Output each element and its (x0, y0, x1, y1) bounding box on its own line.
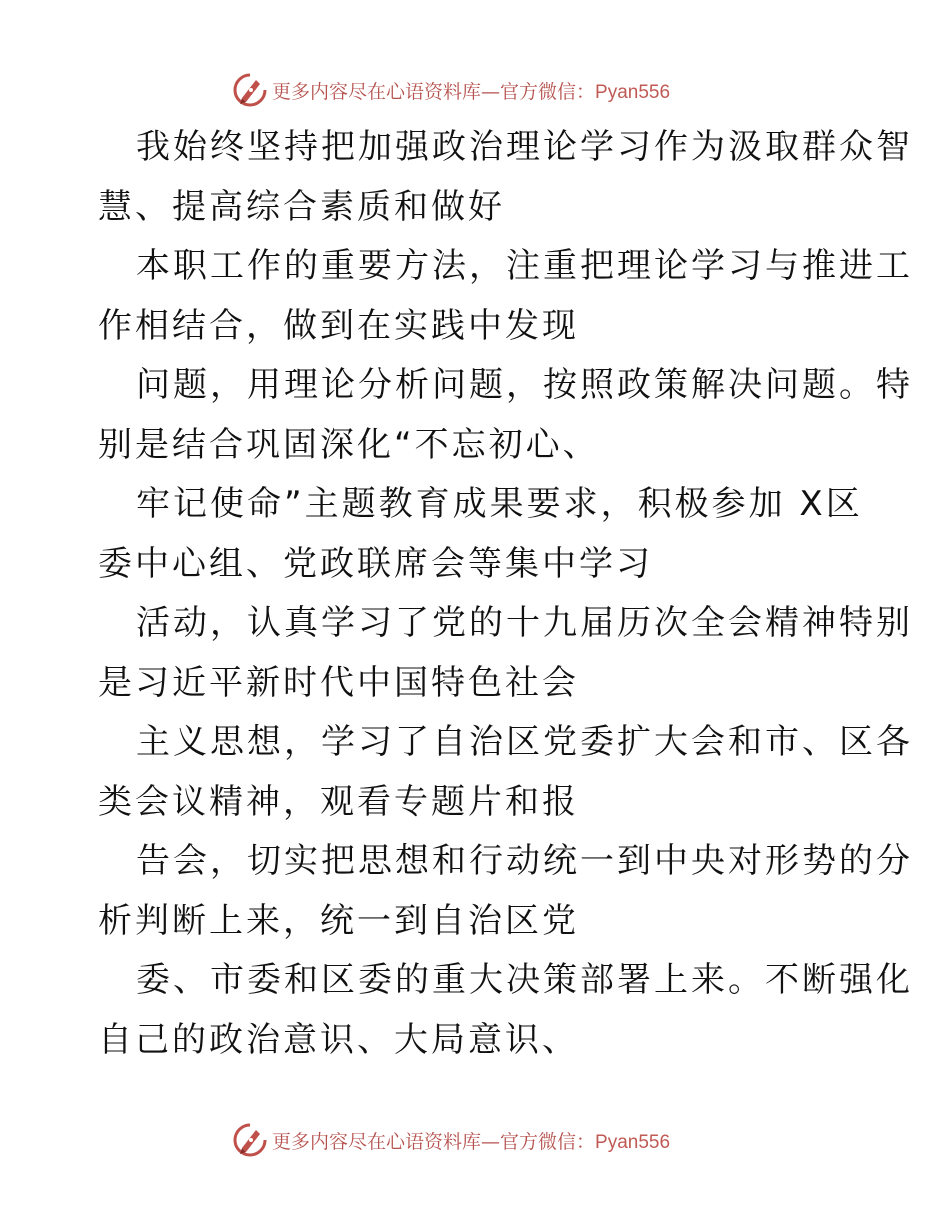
text-line: 主义思想，学习了自治区党委扩大会和市、区各 (136, 722, 913, 762)
text-line: 自己的政治意识、大局意识、 (98, 1019, 579, 1060)
text-line: 委中心组、党政联席会等集中学习 (98, 543, 653, 584)
text-line: 作相结合，做到在实践中发现 (98, 305, 579, 346)
watermark-label: 更多内容尽在心语资料库—官方微信： (272, 1130, 596, 1153)
pen-nib-circle-icon (232, 1122, 268, 1158)
text-line: 我始终坚持把加强政治理论学习作为汲取群众智 (136, 127, 913, 167)
header-watermark (232, 70, 752, 110)
footer-watermark (232, 1120, 752, 1160)
text-line: 告会，切实把思想和行动统一到中央对形势的分 (136, 841, 913, 881)
text-line: 委、市委和区委的重大决策部署上来。不断强化 (136, 960, 913, 1000)
text-line: 析判断上来，统一到自治区党 (98, 900, 579, 941)
watermark-text (272, 77, 670, 104)
watermark-label: 更多内容尽在心语资料库—官方微信： (272, 80, 596, 103)
watermark-text (272, 1127, 670, 1154)
text-line: 慧、提高综合素质和做好 (98, 186, 505, 227)
text-line: 是习近平新时代中国特色社会 (98, 662, 579, 703)
text-line: 牢记使命”主题教育成果要求，积极参加 X区 (136, 484, 863, 524)
text-line: 活动，认真学习了党的十九届历次全会精神特别 (136, 603, 913, 643)
watermark-wechat-id: Pyan556 (595, 81, 671, 103)
text-line: 别是结合巩固深化“不忘初心、 (98, 424, 600, 465)
pen-nib-circle-icon (232, 72, 268, 108)
text-line: 类会议精神，观看专题片和报 (98, 781, 579, 822)
text-line: 本职工作的重要方法，注重把理论学习与推进工 (136, 246, 913, 286)
body-text (98, 118, 913, 1070)
watermark-wechat-id: Pyan556 (595, 1131, 671, 1153)
text-line: 问题，用理论分析问题，按照政策解决问题。特 (136, 365, 913, 405)
